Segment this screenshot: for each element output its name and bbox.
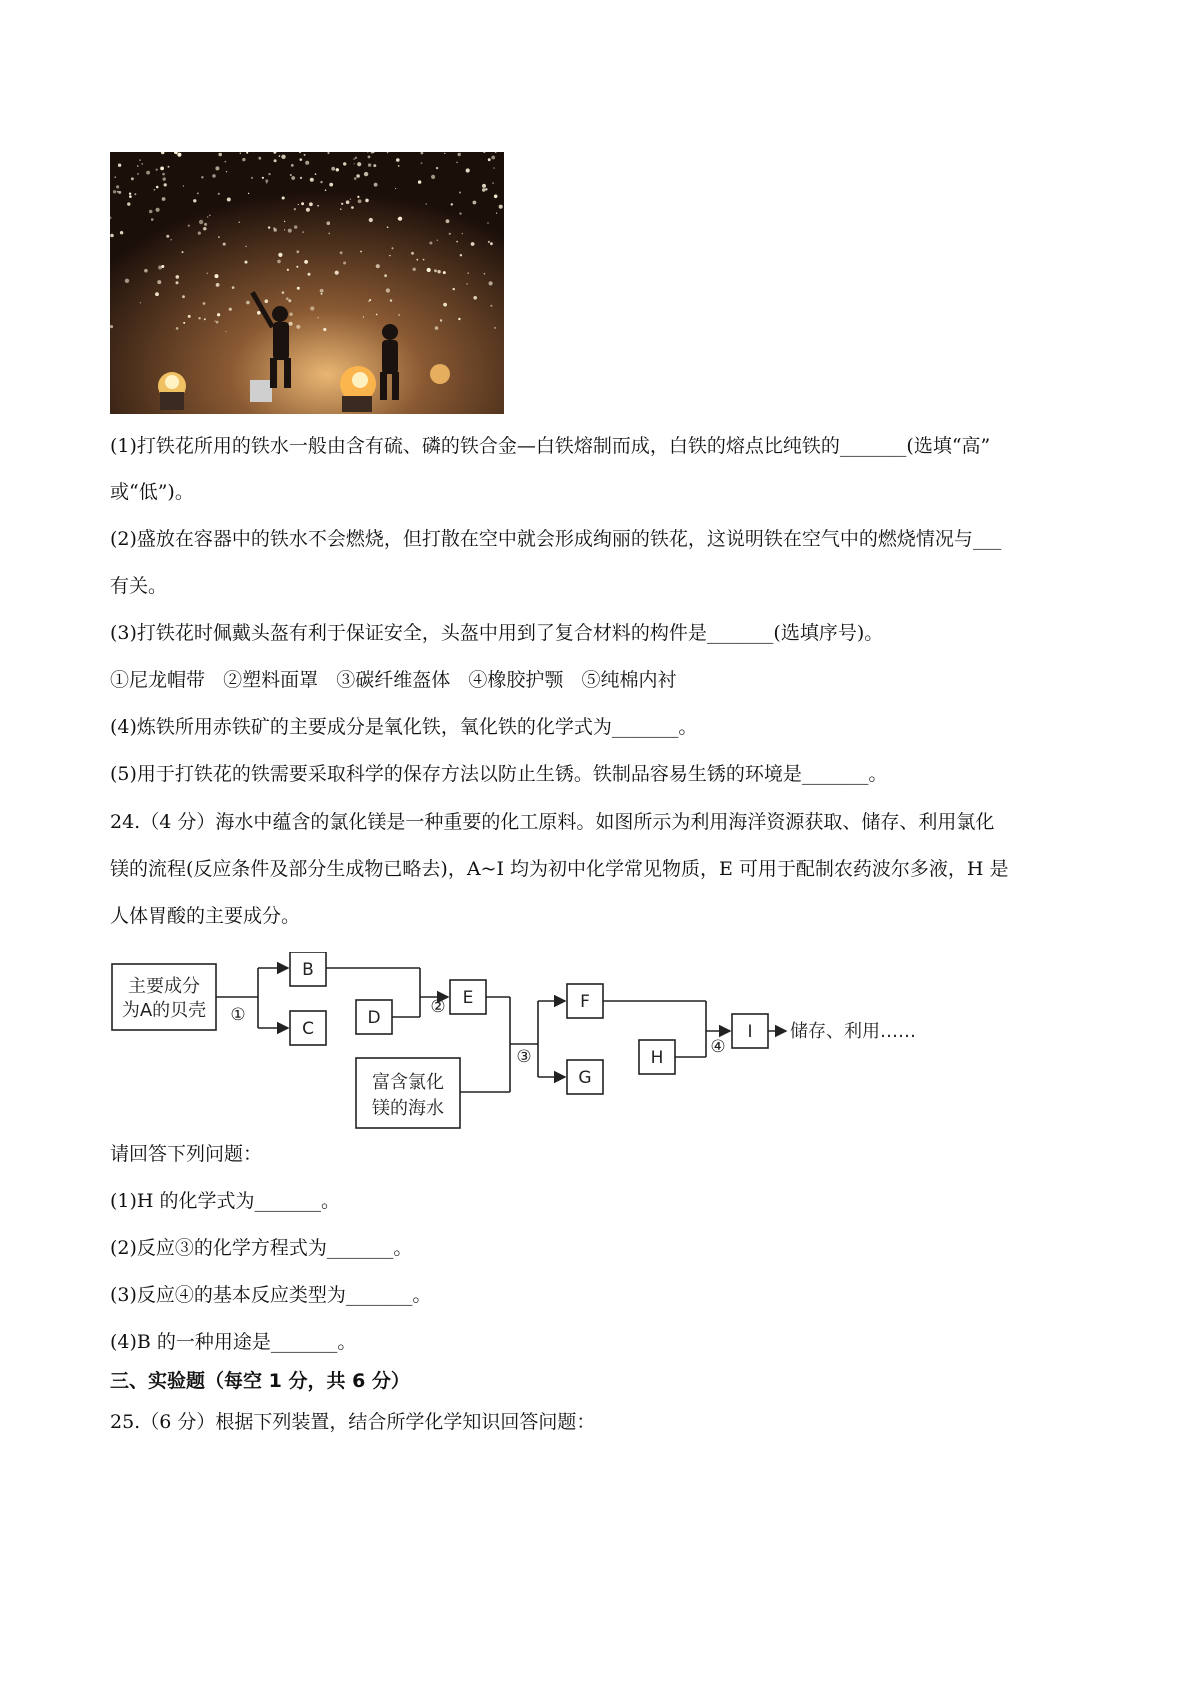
reaction-2-label: ② — [430, 997, 446, 1017]
reaction-1-label: ① — [230, 1005, 246, 1025]
q24-answer-1: (1)H 的化学式为_______。 — [110, 1190, 341, 1212]
box-e-label: E — [462, 988, 474, 1008]
box-c-label: C — [302, 1019, 314, 1039]
q25-stem: 25.（6 分）根据下列装置，结合所学化学知识回答问题： — [110, 1411, 596, 1433]
q24-answer-3: (3)反应④的基本反应类型为_______。 — [110, 1284, 432, 1306]
reaction-3-label: ③ — [516, 1047, 532, 1067]
q23-part2-line2: 有关。 — [110, 575, 168, 597]
q24-stem-line3: 人体胃酸的主要成分。 — [110, 905, 301, 927]
box-sea-label-1: 富含氯化 — [372, 1072, 444, 1093]
q24-answer-4: (4)B 的一种用途是_______。 — [110, 1331, 357, 1353]
q23-options: ①尼龙帽带 ②塑料面罩 ③碳纤维盔体 ④橡胶护颚 ⑤纯棉内衬 — [110, 669, 677, 691]
reaction-4-label: ④ — [710, 1037, 726, 1057]
flow-end-label: 储存、利用…… — [790, 1021, 916, 1042]
q24-stem-line2: 镁的流程(反应条件及部分生成物已略去)，A~I 均为初中化学常见物质，E 可用于配制农药波尔多液，H 是 — [110, 858, 1009, 880]
box-a-label-2: 为A的贝壳 — [121, 1000, 207, 1021]
q24-answer-2: (2)反应③的化学方程式为_______。 — [110, 1237, 413, 1259]
box-a-label-1: 主要成分 — [128, 976, 200, 997]
q24-prompt: 请回答下列问题： — [110, 1143, 263, 1165]
box-f-label: F — [580, 992, 590, 1012]
q23-part5: (5)用于打铁花的铁需要采取科学的保存方法以防止生锈。铁制品容易生锈的环境是_______。 — [110, 763, 888, 785]
box-h-label: H — [650, 1048, 664, 1068]
q23-part1-line2: 或“低”)。 — [110, 481, 194, 503]
q23-part3: (3)打铁花时佩戴头盔有利于保证安全，头盔中用到了复合材料的构件是_______(选填序号)。 — [110, 622, 884, 644]
process-flow-diagram — [110, 952, 950, 1140]
q23-part1-line1: (1)打铁花所用的铁水一般由含有硫、磷的铁合金—白铁熔制而成，白铁的熔点比纯铁的_______(选填“高” — [110, 435, 991, 457]
q23-part4: (4)炼铁所用赤铁矿的主要成分是氧化铁，氧化铁的化学式为_______。 — [110, 716, 698, 738]
box-i-label: I — [747, 1022, 753, 1042]
box-sea-label-2: 镁的海水 — [372, 1098, 444, 1119]
box-d-label: D — [367, 1008, 381, 1028]
section-3-heading: 三、实验题（每空 1 分，共 6 分） — [110, 1370, 410, 1392]
iron-flower-photo — [110, 152, 504, 414]
box-g-label: G — [578, 1068, 592, 1088]
box-b-label: B — [302, 960, 314, 980]
q24-stem-line1: 24.（4 分）海水中蕴含的氯化镁是一种重要的化工原料。如图所示为利用海洋资源获取、储存、利用氯化 — [110, 811, 995, 833]
q23-part2-line1: (2)盛放在容器中的铁水不会燃烧，但打散在空中就会形成绚丽的铁花，这说明铁在空气中的燃烧情况与___ — [110, 528, 1002, 550]
